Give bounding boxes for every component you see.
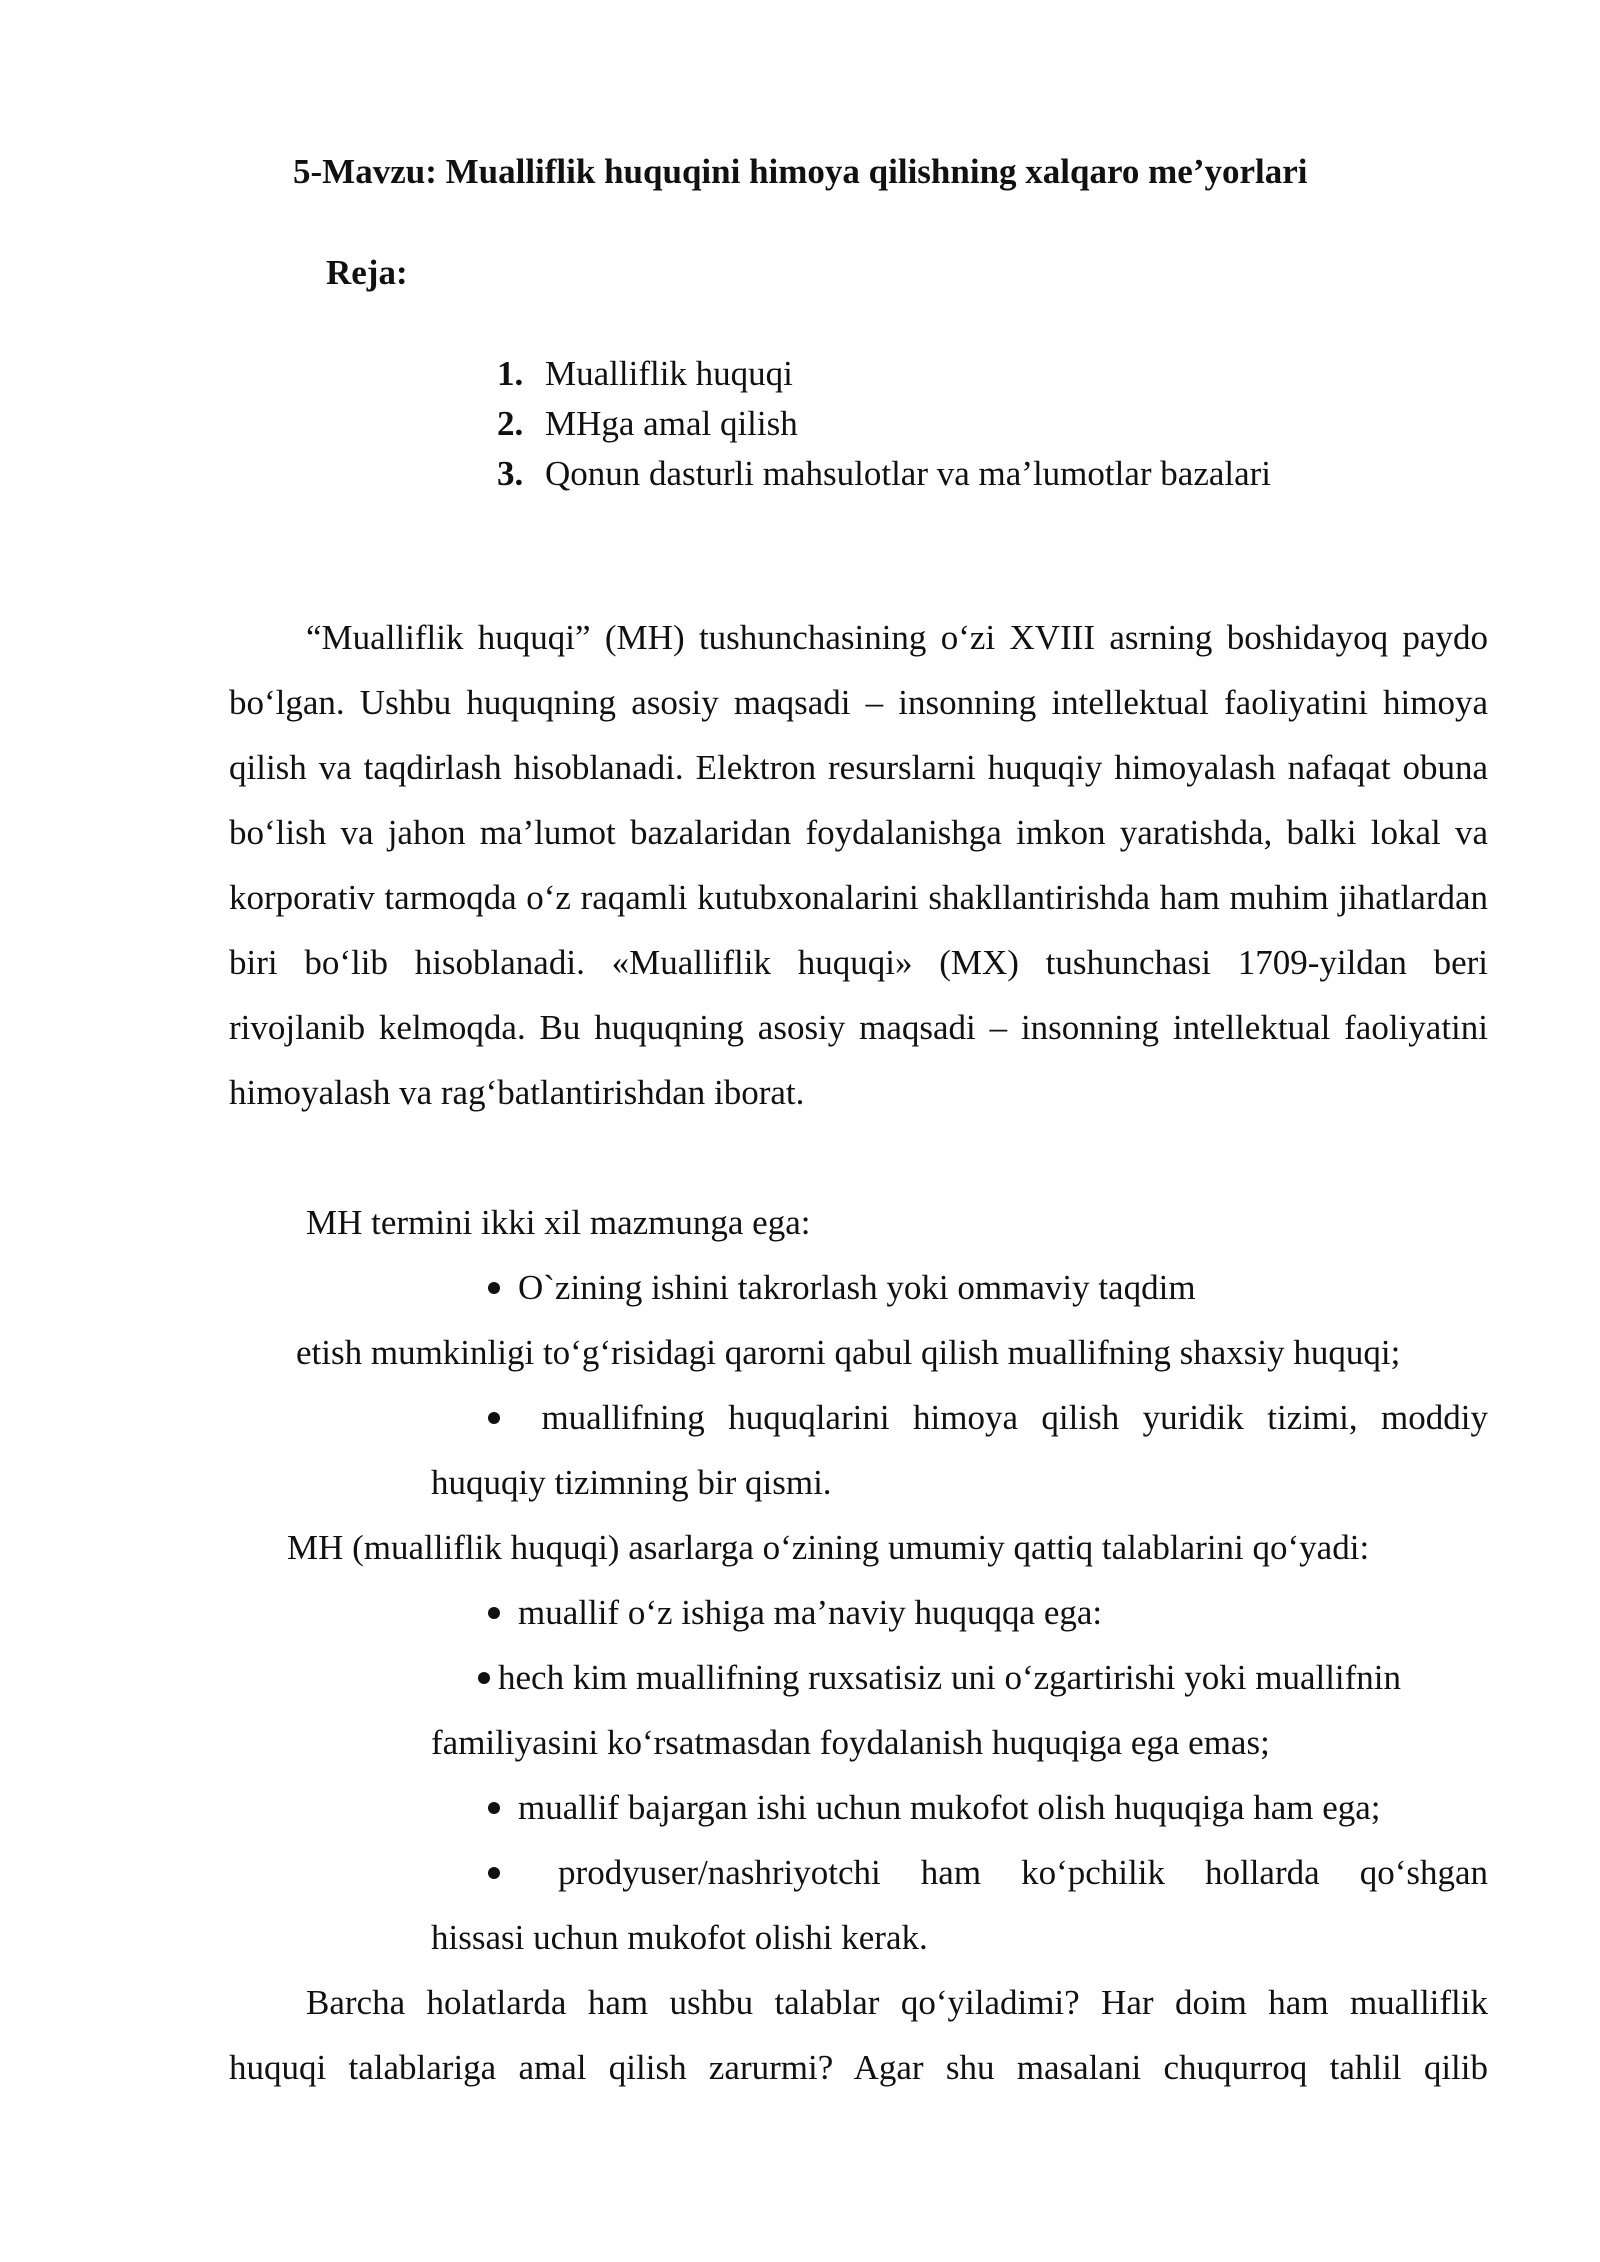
bullet-item: [488, 1580, 1102, 1645]
bullet-continuation: etish mumkinligi to‘g‘risidagi qarorni qabul qilish muallifning shaxsiy huquqi;: [296, 1333, 1401, 1372]
bullet-icon: [488, 1412, 500, 1424]
bullet-item: [488, 1775, 1381, 1840]
paragraph-line: Barcha holatlarda ham ushbu talablar qo‘yiladimi? Har doim ham mualliflik: [306, 1983, 1488, 2022]
plan-item: [497, 404, 798, 444]
plan-item-text: MHga amal qilish: [545, 404, 798, 443]
bullet-icon: [488, 1607, 500, 1619]
mh-requirements-intro: MH (mualliflik huquqi) asarlarga o‘zining umumiy qattiq talablarini qo‘yadi:: [287, 1528, 1370, 1567]
plan-item-text: Mualliflik huquqi: [545, 354, 793, 393]
bullet-text: muallif o‘z ishiga ma’naviy huquqqa ega:: [518, 1593, 1103, 1632]
mh-term-intro: MH termini ikki xil mazmunga ega:: [306, 1203, 811, 1242]
document-title: 5-Mavzu: Mualliflik huquqini himoya qilishning xalqaro me’yorlari: [293, 152, 1308, 191]
bullet-icon: [488, 1282, 500, 1294]
plan-heading: Reja:: [326, 253, 408, 292]
bullet-icon: [488, 1802, 500, 1814]
bullet-item: [488, 1255, 1196, 1320]
bullet-text: muallif bajargan ishi uchun mukofot olish huquqiga ham ega;: [518, 1788, 1381, 1827]
bullet-item: [488, 1385, 1488, 1450]
plan-item-number: 1.: [497, 354, 524, 393]
bullet-icon: [478, 1672, 490, 1684]
bullet-icon: [488, 1867, 500, 1879]
plan-item: [497, 354, 793, 394]
bullet-item: [478, 1645, 1401, 1710]
bullet-text: hech kim muallifning ruxsatisiz uni o‘zgartirishi yoki muallifnin: [498, 1658, 1402, 1697]
bullet-text: O`zining ishini takrorlash yoki ommaviy taqdim: [518, 1268, 1196, 1307]
plan-item: [497, 454, 1271, 494]
plan-item-number: 3.: [497, 454, 524, 493]
plan-item-number: 2.: [497, 404, 524, 443]
bullet-continuation: huquqiy tizimning bir qismi.: [431, 1463, 832, 1502]
bullet-continuation: hissasi uchun mukofot olishi kerak.: [431, 1918, 928, 1957]
bullet-continuation: familiyasini ko‘rsatmasdan foydalanish huquqiga ega emas;: [431, 1723, 1270, 1762]
bullet-text: prodyuser/nashriyotchi ham ko‘pchilik hollarda qo‘shgan: [558, 1853, 1489, 1892]
plan-item-text: Qonun dasturli mahsulotlar va ma’lumotlar bazalari: [545, 454, 1272, 493]
bullet-text: muallifning huquqlarini himoya qilish yuridik tizimi, moddiy: [541, 1398, 1489, 1437]
paragraph-intro: “Mualliflik huquqi” (MH) tushunchasining o‘zi XVIII asrning boshidayoq paydo bo‘lgan. Ushbu huquqning asosiy maqsadi – insonning intellektual faoliyatini himoya qilish va taqdirlash hisoblanadi. Elektron resurslarni huquqiy himoyalash nafaqat obuna bo‘lish va jahon ma’lumot bazalaridan foydalanishga imkon yaratishda, balki lokal va korporativ tarmoqda o‘z raqamli kutubxonalarini shakllantirishda ham muhim jihatlardan biri bo‘lib hisoblanadi. «Mualliflik huquqi» (MX) tushunchasi 1709-yildan beri rivojlanib kelmoqda. Bu huquqning asosiy maqsadi – insonning intellektual faoliyatini himoyalash va rag‘batlantirishdan iborat.: [229, 618, 1488, 1112]
paragraph-line: huquqi talablariga amal qilish zarurmi? Agar shu masalani chuqurroq tahlil qilib: [229, 2048, 1488, 2087]
bullet-item: [488, 1840, 1488, 1905]
